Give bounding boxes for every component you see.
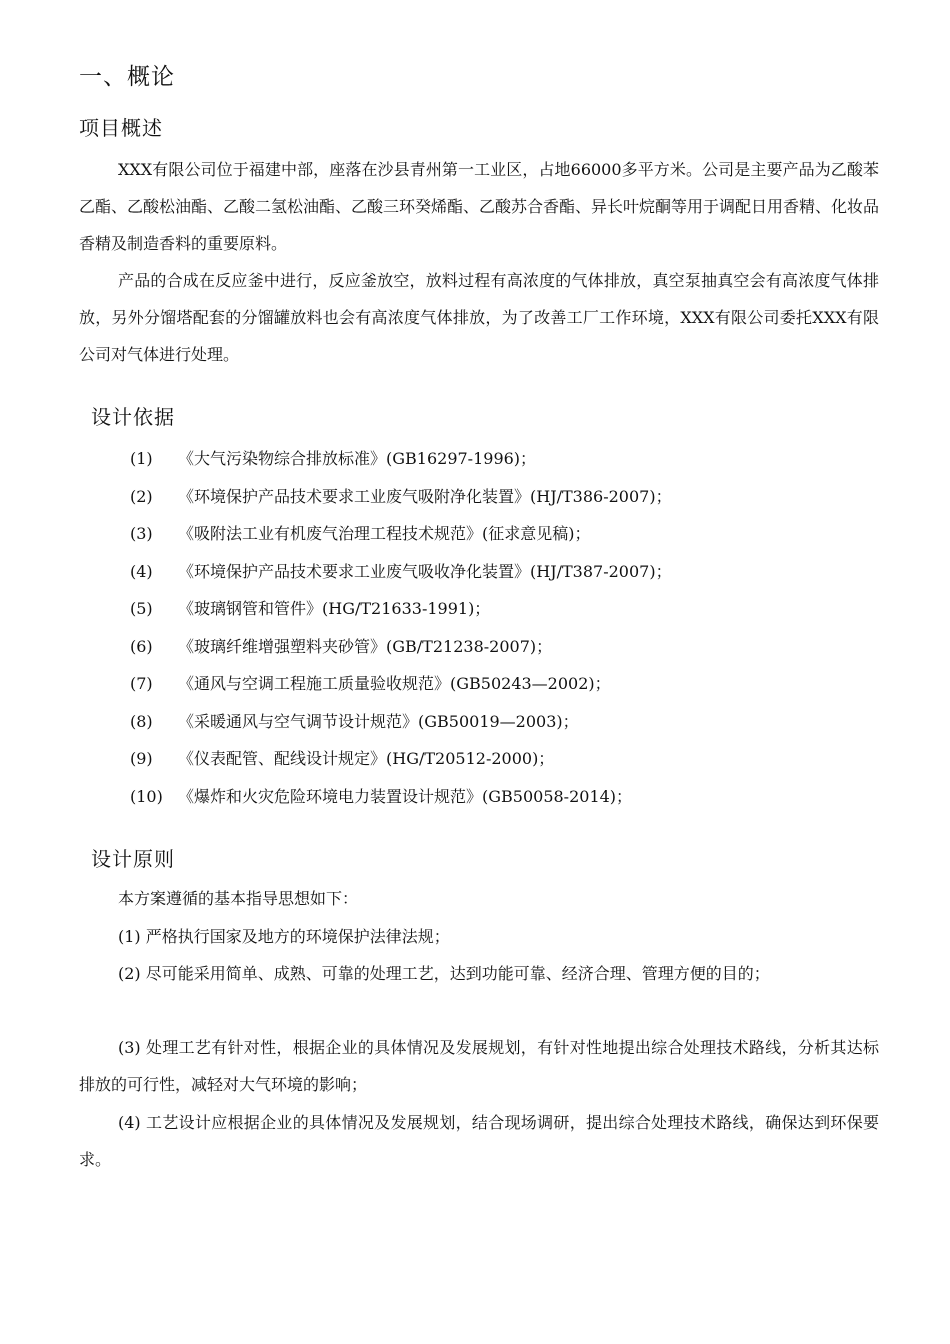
basis-item	[0, 740, 950, 778]
basis-item-text: 《通风与空调工程施工质量验收规范》(GB50243—2002)；	[178, 674, 611, 693]
basis-item-number: (5)	[130, 599, 153, 618]
basis-item	[0, 778, 950, 816]
basis-item-text: 《环境保护产品技术要求工业废气吸收净化装置》(HJ/T387-2007)；	[178, 561, 672, 581]
basis-item-number: (7)	[130, 674, 153, 693]
basis-item-number: (2)	[130, 486, 153, 506]
basis-item-number: (8)	[130, 711, 153, 731]
basis-item	[0, 628, 950, 666]
basis-item-text: 《吸附法工业有机废气治理工程技术规范》(征求意见稿)；	[178, 524, 591, 543]
basis-heading: 设计依据	[91, 405, 175, 429]
principle-item-1: (1) 严格执行国家及地方的环境保护法律法规；	[118, 927, 450, 946]
basis-item-number: (3)	[130, 524, 153, 543]
basis-item-text: 《环境保护产品技术要求工业废气吸附净化装置》(HJ/T386-2007)；	[178, 486, 672, 506]
basis-item	[0, 553, 950, 591]
section-title: 一、概论	[79, 64, 175, 90]
basis-item	[0, 665, 950, 703]
basis-item-text: 《爆炸和火灾危险环境电力装置设计规范》(GB50058-2014)；	[178, 786, 633, 806]
basis-item	[0, 478, 950, 516]
overview-paragraph-2: 产品的合成在反应釜中进行，反应釜放空，放料过程有高浓度的气体排放，真空泵抽真空会有高浓度气体排放，另外分馏塔配套的分馏罐放料也会有高浓度气体排放，为了改善工厂工作环境，XXX有限公司委托XXX有限公司对气体进行处理。	[79, 271, 879, 364]
basis-item-number: (9)	[130, 749, 153, 768]
basis-item-text: 《仪表配管、配线设计规定》(HG/T20512-2000)；	[178, 749, 555, 768]
basis-item-text: 《大气污染物综合排放标准》(GB16297-1996)；	[178, 449, 537, 468]
basis-item	[0, 440, 950, 478]
principles-heading: 设计原则	[91, 847, 175, 871]
basis-item-text: 《玻璃纤维增强塑料夹砂管》(GB/T21238-2007)；	[178, 636, 553, 656]
basis-item-number: (10)	[130, 786, 163, 806]
principle-item-3: (3) 处理工艺有针对性，根据企业的具体情况及发展规划，有针对性地提出综合处理技术路线，分析其达标排放的可行性，减轻对大气环境的影响；	[79, 1038, 879, 1094]
overview-heading: 项目概述	[79, 116, 163, 140]
principle-item-4: (4) 工艺设计应根据企业的具体情况及发展规划，结合现场调研，提出综合处理技术路线，确保达到环保要求。	[79, 1113, 879, 1169]
basis-item	[0, 703, 950, 741]
principles-intro: 本方案遵循的基本指导思想如下：	[118, 889, 359, 908]
basis-item-number: (4)	[130, 561, 153, 581]
principle-item-2: (2) 尽可能采用简单、成熟、可靠的处理工艺，达到功能可靠、经济合理、管理方便的目的；	[118, 964, 770, 983]
overview-paragraph-1: XXX有限公司位于福建中部，座落在沙县青州第一工业区，占地66000多平方米。公司是主要产品为乙酸苯乙酯、乙酸松油酯、乙酸二氢松油酯、乙酸三环癸烯酯、乙酸苏合香酯、异长叶烷酮等用于调配日用香精、化妆品香精及制造香料的重要原料。	[79, 160, 880, 253]
basis-item-text: 《玻璃钢管和管件》(HG/T21633-1991)；	[178, 599, 491, 618]
basis-item-number: (6)	[130, 636, 153, 656]
basis-list	[0, 440, 950, 815]
basis-item-number: (1)	[130, 449, 153, 468]
basis-item	[0, 590, 950, 628]
basis-item	[0, 515, 950, 553]
basis-item-text: 《采暖通风与空气调节设计规范》(GB50019—2003)；	[178, 711, 579, 731]
